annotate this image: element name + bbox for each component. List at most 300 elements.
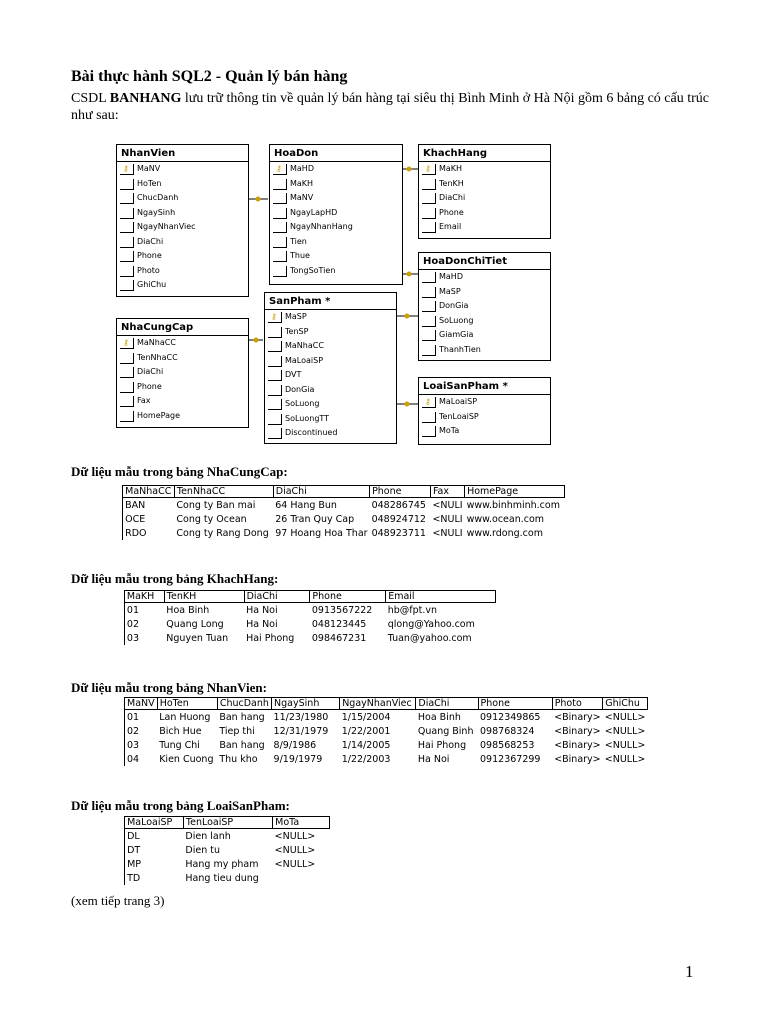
table-cell[interactable]: 048924712 [371,513,426,525]
field-selector-box [120,179,134,190]
erd-field-label: GiamGia [439,330,474,339]
column-header[interactable]: MaNV [125,698,158,710]
column-header[interactable]: Email [386,591,496,603]
erd-field-label: Email [439,222,462,231]
table-row[interactable] [118,871,330,885]
section-heading-nhanvien: Dữ liệu mẫu trong bảng NhanVien: [71,680,267,695]
field-selector-box [120,237,134,248]
erd-field [419,410,550,425]
field-selector-box [422,193,436,204]
erd-field [265,368,396,383]
erd-field-label: Phone [439,207,464,217]
section-heading-khachhang: Dữ liệu mẫu trong bảng KhachHang: [71,571,279,586]
column-header[interactable]: TenKH [164,591,244,603]
erd-field-list [270,162,402,278]
field-selector-box [120,367,134,378]
erd-field-label: MaNV [290,193,314,202]
erd-table-sanpham [264,292,397,444]
table-cell[interactable]: Thu kho [219,753,258,765]
erd-field [270,206,402,221]
table-cell[interactable]: Tiep thi [219,725,255,737]
table-row[interactable] [118,829,330,844]
column-header[interactable]: Fax [430,486,464,498]
erd-field [117,394,248,409]
erd-field [270,235,402,250]
table-cell[interactable]: 01 [126,604,139,616]
table-cell[interactable]: <NULL> [604,725,646,737]
erd-field [419,177,550,192]
erd-field-label: MaNhaCC [137,338,176,347]
data-grid-khachhang [118,590,496,645]
erd-field-label: DiaChi [137,367,164,376]
table-cell[interactable]: RDO [125,527,147,539]
column-header[interactable]: DiaChi [273,486,369,498]
erd-field [117,409,248,424]
field-selector-box [422,412,436,423]
table-cell[interactable]: <Binary> [554,725,601,737]
primary-key-icon: ⚷ [276,164,282,173]
table-cell[interactable]: 098768324 [480,725,535,737]
field-selector-box [120,208,134,219]
table-cell[interactable]: <Binary> [554,739,601,751]
erd-field-list [419,162,550,235]
erd-field-label: Thue [290,251,310,260]
erd-field [419,424,550,439]
field-selector-box [268,341,282,352]
erd-field-label: TenNhaCC [137,352,178,362]
erd-field [419,299,550,314]
table-cell[interactable]: DT [127,844,141,856]
column-header[interactable]: NgayNhanViec [340,698,416,710]
table-cell[interactable] [273,871,330,885]
erd-field-label: GhiChu [137,280,167,289]
erd-field-label: MaHD [439,272,463,281]
erd-field-label: DiaChi [137,236,164,246]
table-cell[interactable]: Tung Chi [159,739,200,751]
table-cell[interactable]: 0913567222 [311,604,373,616]
field-selector-box [422,316,436,327]
table-cell[interactable]: 01 [127,711,140,723]
erd-field-list [419,395,550,439]
erd-field-label: TenSP [285,326,309,336]
table-cell[interactable]: Cong ty Rang Dong [176,527,269,539]
table-cell[interactable]: www.binhminh.com [466,499,560,511]
erd-table-title: SanPham * [265,293,396,310]
erd-field [117,177,248,192]
field-selector-box [120,382,134,393]
table-cell[interactable]: 8/9/1986 [273,739,317,751]
erd-table-title: HoaDonChiTiet [419,253,550,270]
field-selector-box [422,208,436,219]
table-cell[interactable]: Quang Long [166,618,224,630]
primary-key-icon: ⚷ [425,397,431,406]
table-row[interactable] [118,617,496,631]
erd-table-title: NhaCungCap [117,319,248,336]
table-cell[interactable]: Hoa Binh [166,604,210,616]
grid-header-row [118,817,330,829]
erd-field [117,191,248,206]
table-cell[interactable]: www.ocean.com [466,513,545,525]
table-row[interactable] [118,526,565,540]
table-cell[interactable]: 97 Hoang Hoa Thar [275,527,368,539]
continuation-note: (xem tiếp trang 3) [71,893,165,908]
table-row[interactable] [118,738,648,752]
field-selector-box [422,426,436,437]
table-cell[interactable]: 26 Tran Quy Cap [275,513,355,525]
table-cell[interactable]: <NULI [432,513,463,525]
erd-field-label: Fax [137,396,151,405]
table-cell[interactable]: 9/19/1979 [273,753,323,765]
field-selector-box [422,301,436,312]
table-cell[interactable]: 11/23/1980 [273,711,329,723]
table-cell[interactable]: hb@fpt.vn [387,604,438,616]
erd-field [419,285,550,300]
table-cell[interactable]: TD [127,872,141,884]
erd-field-label: TenKH [439,178,464,188]
erd-table-title: HoaDon [270,145,402,162]
erd-field-label: MaLoaiSP [285,355,324,365]
table-cell[interactable]: 04 [127,753,140,765]
rel-key-icon [254,338,259,343]
erd-field [265,426,396,441]
section-heading-nhacungcap: Dữ liệu mẫu trong bảng NhaCungCap: [71,464,288,479]
erd-field-label: Discontinued [285,428,338,437]
erd-field [117,235,248,250]
field-selector-box [268,327,282,338]
table-row[interactable] [118,512,565,526]
field-selector-box [120,266,134,277]
table-row[interactable] [118,857,330,871]
erd-field [419,270,550,285]
erd-field [265,397,396,412]
db-name: BANHANG [109,91,182,106]
erd-field-label: MaKH [439,164,463,173]
erd-field-list [117,336,248,423]
data-grid-nhacungcap [118,485,565,540]
table-cell[interactable]: 048123445 [311,618,367,630]
table-cell[interactable]: Nguyen Tuan [166,632,229,644]
erd-field [270,264,402,279]
erd-field-label: Tien [290,236,307,246]
erd-field-label: MaNV [137,164,161,173]
column-header[interactable]: DiaChi [416,698,478,710]
table-cell[interactable]: <NULL> [604,711,646,723]
table-cell[interactable]: 1/22/2001 [341,725,391,737]
column-header[interactable]: TenLoaiSP [183,817,272,829]
table-cell[interactable]: <NULI [432,527,463,539]
erd-field [265,325,396,340]
table-cell[interactable]: Ban hang [219,739,265,751]
erd-field [265,354,396,369]
field-selector-box [422,330,436,341]
field-selector-box [268,370,282,381]
field-selector-box [268,385,282,396]
column-header[interactable]: Photo [552,698,603,710]
field-selector-box [120,193,134,204]
erd-field-label: Photo [137,265,160,275]
erd-table-title: NhanVien [117,145,248,162]
column-header[interactable]: DiaChi [244,591,310,603]
erd-field-label: MaSP [439,286,461,296]
erd-field [117,249,248,264]
erd-field [419,328,550,343]
erd-table-title: KhachHang [419,145,550,162]
table-cell[interactable]: www.rdong.com [466,527,543,539]
table-cell[interactable]: <NULL> [604,739,646,751]
table-cell[interactable]: Ha Noi [417,753,450,765]
table-cell[interactable]: 048923711 [371,527,426,539]
table-cell[interactable]: Dien lanh [185,830,231,842]
table-cell[interactable]: 048286745 [371,499,426,511]
erd-field-label: MaNhaCC [285,341,324,350]
grid-header-row [118,486,565,498]
field-selector-box [273,266,287,277]
table-cell[interactable]: OCE [125,513,146,525]
erd-field-label: TenLoaiSP [439,411,479,421]
erd-field [117,278,248,293]
table-cell[interactable]: Kien Cuong [159,753,214,765]
erd-field-label: MaSP [285,312,307,321]
rel-key-icon [405,314,410,319]
erd-field-list [265,310,396,441]
erd-field-label: Phone [137,381,162,391]
erd-field [419,162,550,177]
primary-key-icon: ⚷ [123,164,129,173]
field-selector-box [273,222,287,233]
erd-field [270,249,402,264]
erd-field [265,310,396,325]
table-cell[interactable]: 02 [127,725,140,737]
table-cell[interactable]: 03 [126,632,139,644]
erd-field-label: NgaySinh [137,207,176,217]
primary-key-icon: ⚷ [425,164,431,173]
table-cell[interactable]: <NULL> [604,753,646,765]
data-grid-nhanvien [118,697,648,766]
erd-table-hoadonchitiet [418,252,551,361]
field-selector-box [268,356,282,367]
erd-table-title: LoaiSanPham * [419,378,550,395]
erd-field-label: ChucDanh [137,193,179,202]
primary-key-icon: ⚷ [271,312,277,321]
primary-key-icon: ⚷ [123,338,129,347]
table-cell[interactable]: Quang Binh [417,725,474,737]
table-cell[interactable]: BAN [125,499,146,511]
field-selector-box [422,272,436,283]
table-row[interactable] [118,710,648,725]
grid-header-row [118,591,496,603]
erd-field [270,177,402,192]
column-header[interactable]: Phone [310,591,386,603]
erd-field [265,412,396,427]
erd-field-label: SoLuong [439,315,474,325]
column-header[interactable]: MoTa [273,817,330,829]
field-selector-box [120,396,134,407]
column-header[interactable]: Phone [478,698,552,710]
erd-field-label: DiaChi [439,193,466,202]
table-cell[interactable]: Ban hang [219,711,265,723]
erd-field-label: Phone [137,251,162,260]
column-header[interactable]: ChucDanh [217,698,271,710]
table-cell[interactable]: 098467231 [311,632,367,644]
field-selector-box [422,345,436,356]
erd-field-label: SoLuongTT [285,413,330,423]
erd-field-label: MaKH [290,178,314,188]
table-cell[interactable]: 1/22/2003 [341,753,391,765]
erd-field-label: HoTen [137,178,162,188]
table-cell[interactable]: <Binary> [554,753,601,765]
table-row[interactable] [118,752,648,766]
erd-field-label: NgayLapHD [290,207,338,217]
erd-field [265,383,396,398]
erd-field [117,206,248,221]
table-row[interactable] [118,843,330,857]
field-selector-box [120,251,134,262]
table-cell[interactable]: <NULL> [274,844,316,856]
column-header[interactable]: Phone [370,486,431,498]
section-heading-loaisanpham: Dữ liệu mẫu trong bảng LoaiSanPham: [71,798,290,813]
field-selector-box [268,428,282,439]
erd-field-label: DonGia [439,301,469,310]
table-cell[interactable]: Hai Phong [246,632,295,644]
table-cell[interactable]: Hai Phong [417,739,467,751]
table-cell[interactable]: <NULL> [274,830,316,842]
column-header[interactable]: MaLoaiSP [125,817,184,829]
erd-field [117,162,248,177]
row-selector[interactable] [118,871,125,885]
field-selector-box [120,222,134,233]
field-selector-box [273,179,287,190]
erd-field [270,162,402,177]
erd-field [117,220,248,235]
table-cell[interactable]: Ha Noi [246,618,278,630]
erd-field-label: TongSoTien [290,265,336,275]
erd-field [117,351,248,366]
column-header[interactable]: GhiChu [603,698,648,710]
table-cell[interactable]: Hang tieu dung [185,872,259,884]
table-cell[interactable]: 03 [127,739,140,751]
column-header[interactable]: MaKH [124,591,164,603]
table-cell[interactable]: 1/14/2005 [341,739,391,751]
table-cell[interactable]: Cong ty Ban mai [176,499,256,511]
intro-rest: lưu trữ thông tin về quản lý bán hàng tại siêu thị Bình Minh ở Hà Nội gồm 6 bảng có cấu trúc như sau: [71,91,710,123]
table-cell[interactable]: 64 Hang Bun [275,499,337,511]
field-selector-box [268,399,282,410]
rel-key-icon [405,402,410,407]
field-selector-box [120,411,134,422]
table-cell[interactable]: Hang my pham [185,858,259,870]
table-row[interactable] [118,724,648,738]
erd-field-label: NgayNhanViec [137,222,196,231]
field-selector-box [268,414,282,425]
erd-table-nhanvien [116,144,249,297]
column-header[interactable]: NgaySinh [272,698,340,710]
column-header[interactable]: MaNhaCC [123,486,175,498]
erd-field-label: SoLuong [285,399,320,408]
field-selector-box [422,287,436,298]
page-title: Bài thực hành SQL2 - Quản lý bán hàng [71,68,348,85]
column-header[interactable]: TenNhaCC [174,486,273,498]
table-row[interactable] [118,631,496,645]
table-cell[interactable]: 1/15/2004 [341,711,391,723]
field-selector-box [120,353,134,364]
erd-field [117,264,248,279]
table-cell[interactable]: Cong ty Ocean [176,513,247,525]
erd-field-label: DonGia [285,384,315,394]
table-cell[interactable]: 0912367299 [480,753,541,765]
table-cell[interactable]: <NULL> [274,858,316,870]
erd-field [265,339,396,354]
table-cell[interactable]: Hoa Binh [417,711,461,723]
page-number: 1 [685,962,694,981]
erd-field [419,395,550,410]
erd-table-khachhang [418,144,551,239]
erd-field [117,380,248,395]
erd-table-hoadon [269,144,403,285]
grid-header-row [118,698,648,710]
erd-field-label: ThanhTien [439,344,481,354]
erd-field-label: HomePage [137,410,180,420]
erd-field-list [117,162,248,293]
rel-key-icon [407,272,412,277]
table-cell[interactable]: <Binary> [554,711,601,723]
intro-prefix: CSDL [71,91,110,106]
erd-field [270,220,402,235]
erd-field [419,343,550,358]
erd-field [419,220,550,235]
table-cell[interactable]: Tuan@yahoo.com [387,632,472,644]
erd-field [419,314,550,329]
erd-field-label: MaHD [290,164,314,173]
table-cell[interactable]: 12/31/1979 [273,725,329,737]
table-cell[interactable]: <NULI [432,499,463,511]
table-cell[interactable]: 098568253 [480,739,535,751]
table-cell[interactable]: 02 [126,618,139,630]
table-cell[interactable]: 0912349865 [480,711,541,723]
erd-field-label: MaLoaiSP [439,397,478,406]
table-row[interactable] [118,603,496,618]
field-selector-box [273,193,287,204]
field-selector-box [422,179,436,190]
table-cell[interactable]: qlong@Yahoo.com [387,618,475,630]
rel-key-icon [407,167,412,172]
field-selector-box [273,237,287,248]
table-cell[interactable]: Bich Hue [159,725,202,737]
field-selector-box [273,251,287,262]
erd-field [419,191,550,206]
row-selector[interactable] [118,829,125,844]
field-selector-box [422,222,436,233]
row-selector[interactable] [118,843,125,857]
table-cell[interactable]: Dien tu [185,844,220,856]
table-cell[interactable]: DL [127,830,140,842]
erd-field-list [419,270,550,357]
row-selector [118,817,125,829]
table-cell[interactable]: MP [127,858,142,870]
column-header[interactable]: HomePage [465,486,565,498]
table-row[interactable] [118,498,565,513]
erd-table-nhacungcap [116,318,249,428]
row-selector[interactable] [118,857,125,871]
erd-field [117,336,248,351]
table-cell[interactable]: Lan Huong [159,711,211,723]
table-cell[interactable]: Ha Noi [246,604,278,616]
erd-table-loaisanpham [418,377,551,445]
erd-field [117,365,248,380]
column-header[interactable]: HoTen [157,698,217,710]
erd-field-label: NgayNhanHang [290,222,353,231]
erd-field-label: MoTa [439,426,460,435]
rel-key-icon [256,197,261,202]
